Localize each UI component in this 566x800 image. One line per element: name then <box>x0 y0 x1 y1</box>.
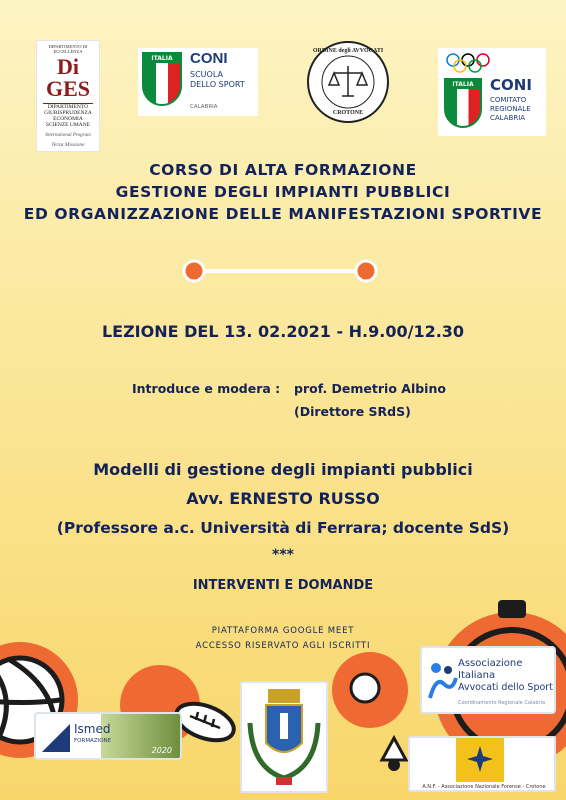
separator: *** <box>272 547 294 563</box>
ismed-mark-icon <box>42 724 70 752</box>
title-line-3: ED ORGANIZZAZIONE DELLE MANIFESTAZIONI SPORTIVE <box>23 205 543 223</box>
ping-pong-icon <box>351 674 379 702</box>
italy-shield-icon: ITALIA <box>142 52 182 106</box>
moderator-role: (Direttore SRdS) <box>294 404 411 419</box>
lesson-date: LEZIONE DEL 13. 02.2021 - H.9.00/12.30 <box>101 322 465 341</box>
aias-logo: Associazione Italiana Avvocati dello Sport Coordinamento Regionale Calabria <box>420 646 556 714</box>
diges-logo: DIPARTIMENTO DI ECCELLENZA Di GES DIPARTIMENTO GIURISPRUDENZA ECONOMIA SCIENZE UMANE International Program Terza Missione <box>36 40 100 152</box>
q-and-a: INTERVENTI E DOMANDE <box>192 578 374 593</box>
ismed-logo: Ismed FORMAZIONE 2020 <box>34 712 182 760</box>
speaker-affiliation: (Professore a.c. Università di Ferrara; docente SdS) <box>56 519 510 537</box>
coni-scuola-dello-sport-logo: ITALIA CONI SCUOLA DELLO SPORT CALABRIA <box>138 48 258 116</box>
italy-shield-icon: ITALIA <box>444 78 482 128</box>
title-line-1: CORSO DI ALTA FORMAZIONE <box>149 161 417 179</box>
title-line-2: GESTIONE DEGLI IMPIANTI PUBBLICI <box>115 183 451 201</box>
coni-comitato-regionale-logo: ITALIA CONI COMITATO REGIONALE CALABRIA <box>438 48 546 136</box>
moderator-name: prof. Demetrio Albino <box>294 381 446 396</box>
star-icon <box>467 746 493 772</box>
shuttlecock-icon <box>382 738 406 760</box>
olympic-rings-icon <box>444 52 494 74</box>
ordine-avvocati-crotone-logo: ORDINE degli AVVOCATI CROTONE <box>304 40 392 124</box>
moderator-label: Introduce e modera : <box>132 381 281 396</box>
platform-line-1: PIATTAFORMA GOOGLE MEET <box>211 626 355 636</box>
crest-icon <box>242 683 326 791</box>
divider <box>0 256 566 286</box>
speaker-name: Avv. ERNESTO RUSSO <box>186 489 380 508</box>
comune-crotone-crest <box>240 681 328 793</box>
talk-title: Modelli di gestione degli impianti pubblici <box>93 460 473 479</box>
aias-mark-icon <box>426 660 458 700</box>
anf-crotone-logo: A.N.F. - Associazione Nazionale Forense - Crotone <box>408 736 556 792</box>
platform-line-2: ACCESSO RISERVATO AGLI ISCRITTI <box>195 641 371 651</box>
